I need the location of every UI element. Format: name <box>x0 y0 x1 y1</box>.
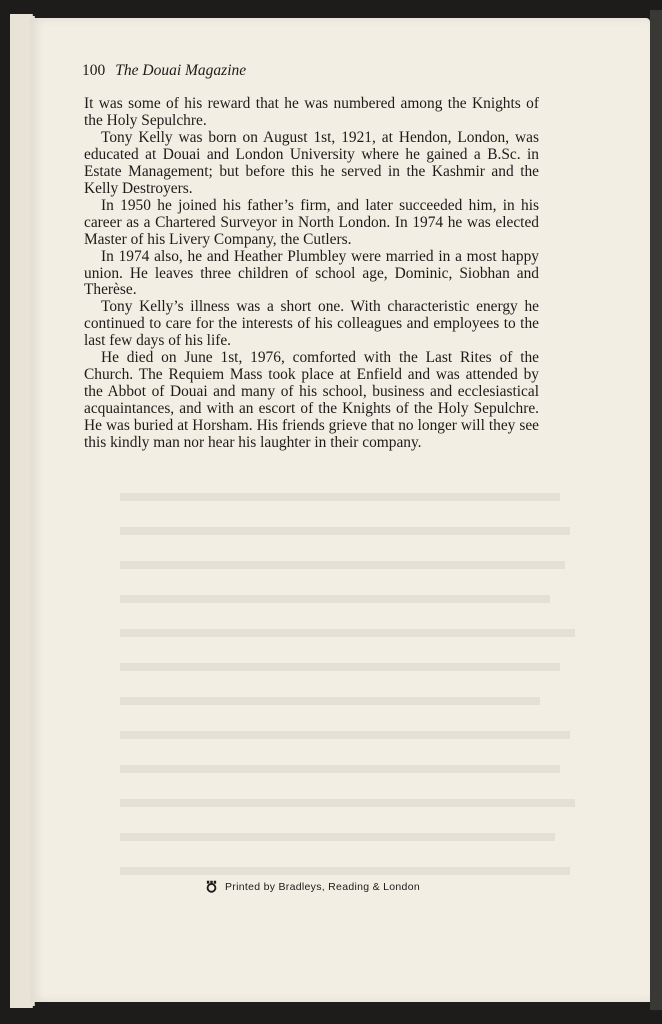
running-header <box>82 62 246 80</box>
paragraph: Tony Kelly’s illness was a short one. With characteristic energy he continued to care for the interests of his colleagues and employees to the last few days of his life. <box>84 298 539 350</box>
paragraph: In 1950 he joined his father’s firm, and later succeeded him, in his career as a Chartered Surveyor in North London. In 1974 he was elected Master of his Livery Company, the Cutlers. <box>84 196 539 248</box>
printer-text: Printed by Bradleys, Reading & London <box>225 880 420 893</box>
paragraph: He died on June 1st, 1976, comforted with the Last Rites of the Church. The Requiem Mass took place at Enfield and was attended by the Abbot of Douai and many of his school, business and ecclesiastical acquaintances, and with an escort of the Knights of the Holy Sepulchre. He was buried at Horsham. His friends grieve that no longer will they see this kindly man nor hear his laughter in their company. <box>84 349 539 452</box>
paragraph: It was some of his reward that he was numbered among the Knights of the Holy Sepulchre. <box>84 95 539 129</box>
page-number: 100 <box>82 62 106 79</box>
printer-logo-icon <box>205 880 218 893</box>
magazine-title: The Douai Magazine <box>115 62 247 79</box>
paragraph: In 1974 also, he and Heather Plumbley were married in a most happy union. He leaves three children of school age, Dominic, Siobhan and Therèse. <box>84 247 539 299</box>
show-through-texture <box>120 488 575 892</box>
article-body <box>84 96 539 452</box>
paragraph: Tony Kelly was born on August 1st, 1921, at Hendon, London, was educated at Douai and London University where he gained a B.Sc. in Estate Management; but before this he served in the Kashmir and the Kelly Destroyers. <box>84 128 539 197</box>
book-right-edge <box>650 10 662 1010</box>
printer-imprint <box>205 880 420 893</box>
